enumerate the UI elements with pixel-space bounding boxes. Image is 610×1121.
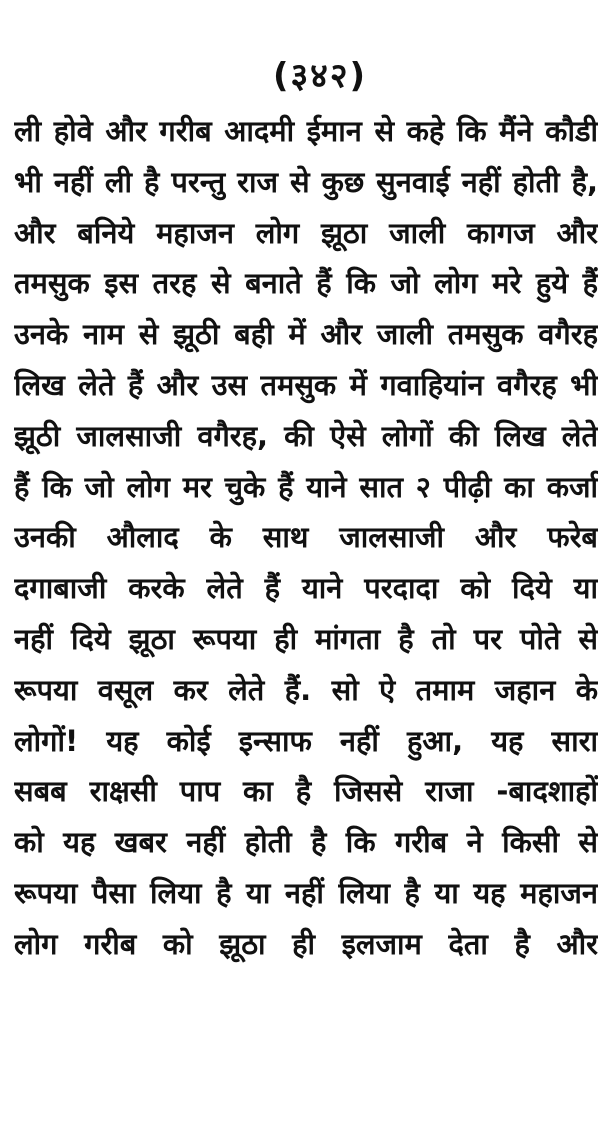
- text-line-5: उनके नाम से झूठी बही में और जाली तमसुक वगैरह: [14, 317, 598, 352]
- text-line-15: को यह खबर नहीं होती है कि गरीब ने किसी से: [14, 825, 598, 860]
- text-line-12: रूपया वसूल कर लेते हैं. सो ऐ तमाम जहान के: [14, 672, 598, 707]
- text-line-3: और बनिये महाजन लोग झूठा जाली कागज और: [14, 215, 598, 250]
- text-line-10: दगाबाजी करके लेते हैं याने परदादा को दिये या: [14, 571, 598, 606]
- page-number: (३४२): [272, 56, 368, 96]
- text-line-7: झूठी जालसाजी वगैरह, की ऐसे लोगों की लिख लेते: [14, 418, 598, 453]
- text-line-14: सबब राक्षसी पाप का है जिससे राजा -बादशाहों: [14, 774, 598, 809]
- text-line-8: हैं कि जो लोग मर चुके हैं याने सात २ पीढ़ी का कर्जा: [14, 469, 598, 504]
- text-line-9: उनकी औलाद के साथ जालसाजी और फरेब: [14, 520, 598, 555]
- text-line-17: लोग गरीब को झूठा ही इलजाम देता है और: [14, 926, 598, 961]
- text-line-6: लिख लेते हैं और उस तमसुक में गवाहियांन वगैरह भी: [14, 367, 598, 402]
- text-line-13: लोगों! यह कोई इन्साफ नहीं हुआ, यह सारा: [14, 723, 598, 758]
- text-line-4: तमसुक इस तरह से बनाते हैं कि जो लोग मरे हुये हैं: [14, 266, 598, 301]
- text-line-11: नहीं दिये झूठा रूपया ही मांगता है तो पर पोते से: [14, 621, 598, 656]
- text-line-2: भी नहीं ली है परन्तु राज से कुछ सुनवाई नहीं होती है,: [14, 164, 598, 199]
- text-line-16: रूपया पैसा लिया है या नहीं लिया है या यह महाजन: [14, 875, 598, 910]
- text-line-1: ली होवे और गरीब आदमी ईमान से कहे कि मैंने कौडी: [14, 114, 598, 148]
- body-text: [14, 106, 598, 970]
